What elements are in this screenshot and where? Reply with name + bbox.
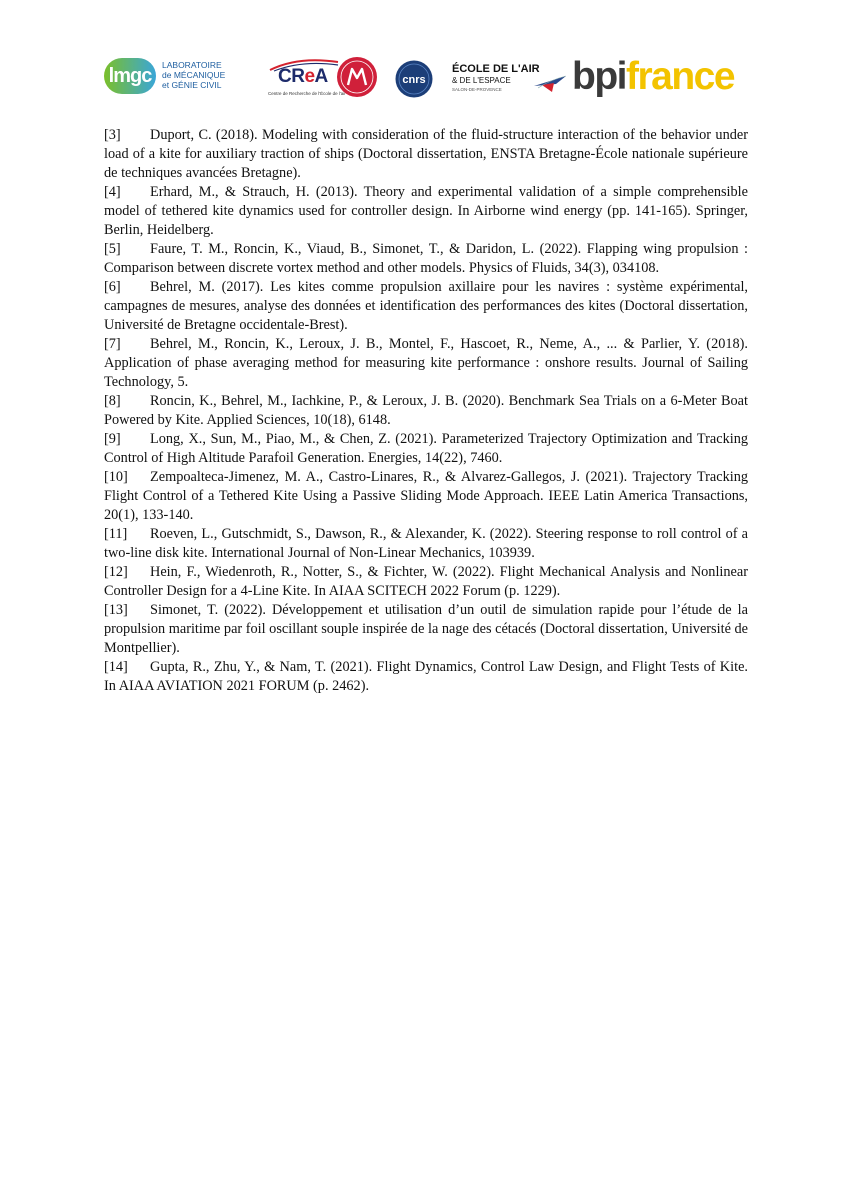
crea-word-e: e xyxy=(304,66,315,87)
reference-text: Hein, F., Wiedenroth, R., Notter, S., & Fichter, W. (2022). Flight Mechanical Analysis and Nonlinear Controller Design for a 4-Line Kite. In AIAA SCITECH 2022 Forum (p. 1229). xyxy=(104,564,748,599)
reference-text: Behrel, M., Roncin, K., Leroux, J. B., Montel, F., Hascoet, R., Neme, A., ... & Parlier, Y. (2018). Application of phase averaging method for measuring kite performance : onshore results. Journal of Sailing Technology, 5. xyxy=(104,336,748,390)
reference-number: [6] xyxy=(104,279,121,295)
reference-number: [11] xyxy=(104,526,128,542)
reference-number: [7] xyxy=(104,336,121,352)
university-seal-icon xyxy=(336,56,378,98)
reference-text: Duport, C. (2018). Modeling with consideration of the fluid-structure interaction of the behavior under load of a kite for auxiliary traction of ships (Doctoral dissertation, ENSTA Bretagne-École nationale supérieure de techniques avancées Bretagne). xyxy=(104,127,748,181)
reference-item xyxy=(104,658,748,696)
university-seal-logo xyxy=(336,56,378,98)
logo-header xyxy=(100,50,750,110)
reference-list xyxy=(104,126,748,696)
lmgc-logo xyxy=(104,56,254,100)
reference-item xyxy=(104,392,748,430)
reference-item xyxy=(104,601,748,658)
reference-number: [13] xyxy=(104,602,128,618)
reference-item xyxy=(104,126,748,183)
reference-text: Long, X., Sun, M., Piao, M., & Chen, Z. (2021). Parameterized Trajectory Optimization and Tracking Control of High Altitude Parafoil Generation. Energies, 14(22), 7460. xyxy=(104,431,748,466)
lmgc-line3: et GÉNIE CIVIL xyxy=(162,80,222,90)
reference-item xyxy=(104,430,748,468)
cnrs-icon xyxy=(395,60,433,98)
reference-text: Behrel, M. (2017). Les kites comme propulsion axillaire pour les navires : système expérimental, campagnes de mesures, analyse des données et identification des performances des kites (Doctoral dissertation, Université de Bretagne occidentale-Brest). xyxy=(104,279,748,333)
plane-icon xyxy=(532,70,568,94)
crea-word-main: CR xyxy=(278,66,305,87)
ecole-subtitle: SALON-DE-PROVENCE xyxy=(452,87,502,92)
bpi-word-part2: france xyxy=(625,55,735,98)
crea-subtitle: Centre de Recherche de l'École de l'air xyxy=(268,91,346,96)
reference-text: Gupta, R., Zhu, Y., & Nam, T. (2021). Flight Dynamics, Control Law Design, and Flight Tests of Kite. In AIAA AVIATION 2021 FORUM (p. 2462). xyxy=(104,659,748,694)
reference-item xyxy=(104,335,748,392)
reference-item xyxy=(104,183,748,240)
lmgc-line2: de MÉCANIQUE xyxy=(162,70,226,80)
reference-number: [8] xyxy=(104,393,121,409)
reference-number: [10] xyxy=(104,469,128,485)
reference-text: Faure, T. M., Roncin, K., Viaud, B., Simonet, T., & Daridon, L. (2022). Flapping wing propulsion : Comparison between discrete vortex method and other models. Physics of Fluids, 34(3), 034108. xyxy=(104,241,748,276)
reference-number: [14] xyxy=(104,659,128,675)
reference-text: Roncin, K., Behrel, M., Iachkine, P., & Leroux, J. B. (2020). Benchmark Sea Trials on a 6-Meter Boat Powered by Kite. Applied Sciences, 10(18), 6148. xyxy=(104,393,748,428)
reference-item xyxy=(104,240,748,278)
reference-item xyxy=(104,525,748,563)
reference-text: Zempoalteca-Jimenez, M. A., Castro-Linares, R., & Alvarez-Gallegos, J. (2021). Trajectory Tracking Flight Control of a Tethered Kite Using a Passive Sliding Mode Approach. IEEE Latin America Transactions, 20(1), 133-140. xyxy=(104,469,748,523)
ecole-title xyxy=(452,64,540,86)
ecole-title-line1: ÉCOLE DE L'AIR xyxy=(452,63,540,75)
reference-number: [9] xyxy=(104,431,121,447)
reference-text: Simonet, T. (2022). Développement et utilisation d’un outil de simulation rapide pour l’étude de la propulsion maritime par foil oscillant souple inspirée de la nage des cétacés (Doctoral dissertation, Université de Montpellier). xyxy=(104,602,748,656)
reference-number: [5] xyxy=(104,241,121,257)
cnrs-logo xyxy=(395,60,433,98)
ecole-air-espace-logo xyxy=(452,62,570,100)
reference-number: [4] xyxy=(104,184,121,200)
reference-item xyxy=(104,468,748,525)
ecole-title-line2: & DE L'ESPACE xyxy=(452,76,511,85)
bpi-word-part1: bpi xyxy=(572,55,626,98)
reference-text: Erhard, M., & Strauch, H. (2013). Theory and experimental validation of a simple comprehensible model of tethered kite dynamics used for controller design. In Airborne wind energy (pp. 141-165). Springer, Berlin, Heidelberg. xyxy=(104,184,748,238)
crea-logo xyxy=(268,58,346,100)
reference-number: [3] xyxy=(104,127,121,143)
reference-item xyxy=(104,278,748,335)
reference-text: Roeven, L., Gutschmidt, S., Dawson, R., & Alexander, K. (2022). Steering response to roll control of a two-line disk kite. International Journal of Non-Linear Mechanics, 103939. xyxy=(104,526,748,561)
lmgc-label xyxy=(162,60,254,90)
lmgc-badge: lmgc xyxy=(104,58,156,94)
bpifrance-logo xyxy=(572,52,742,102)
reference-item xyxy=(104,563,748,601)
reference-number: [12] xyxy=(104,564,128,580)
cnrs-label: cnrs xyxy=(402,74,426,86)
crea-word-end: A xyxy=(314,66,328,87)
crea-wordmark xyxy=(278,66,328,88)
lmgc-line1: LABORATOIRE xyxy=(162,60,222,70)
